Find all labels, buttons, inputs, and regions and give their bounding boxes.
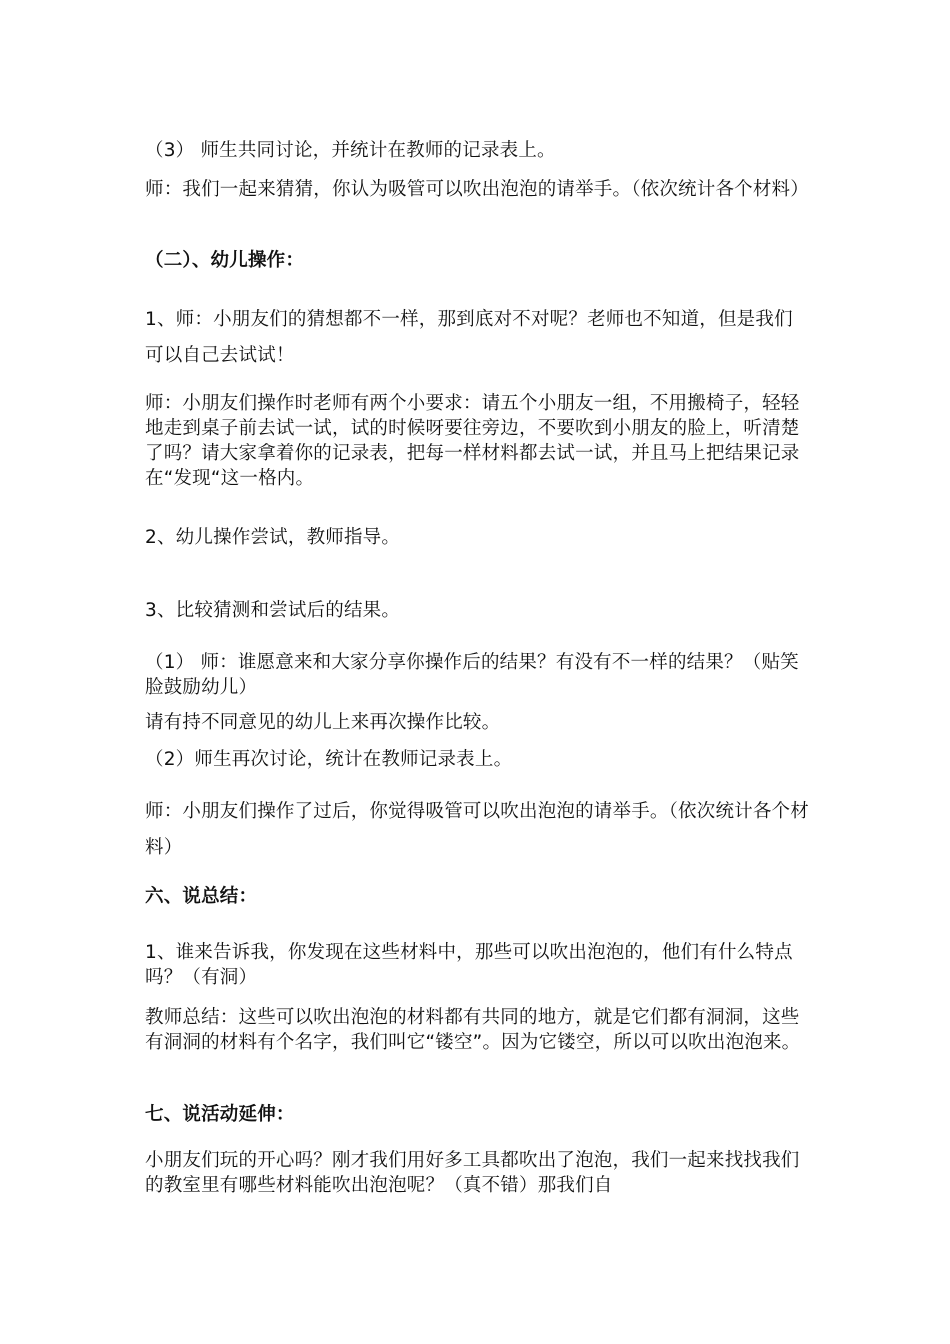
paragraph-share-results: （1） 师：谁愿意来和大家分享你操作后的结果？有没有不一样的结果？（贴笑脸鼓励幼儿） bbox=[145, 652, 799, 698]
heading-activity-extension: 七、说活动延伸： bbox=[145, 1104, 295, 1125]
heading-summary: 六、说总结： bbox=[145, 886, 258, 907]
paragraph-extension-text: 小朋友们玩的开心吗？刚才我们用好多工具都吹出了泡泡，我们一起来找找我们的教室里有哪些材料能吹出泡泡呢？（真不错）那我们自 bbox=[145, 1150, 800, 1196]
paragraph-compare-results: 3、比较猜测和尝试后的结果。 bbox=[145, 600, 401, 621]
paragraph-who-tells: 1、谁来告诉我，你发现在这些材料中，那些可以吹出泡泡的，他们有什么特点吗？（有洞） bbox=[145, 942, 793, 988]
paragraph-try-yourself: 1、师：小朋友们的猜想都不一样，那到底对不对呢？老师也不知道，但是我们可以自己去试试！ bbox=[145, 309, 793, 366]
heading-child-operation: （二）、幼儿操作： bbox=[145, 250, 305, 271]
paragraph-child-trial: 2、幼儿操作尝试，教师指导。 bbox=[145, 527, 401, 548]
paragraph-discussion-record: （3） 师生共同讨论，并统计在教师的记录表上。 bbox=[145, 140, 556, 161]
paragraph-retry-compare: 请有持不同意见的幼儿上来再次操作比较。 bbox=[145, 712, 501, 733]
paragraph-vote-again: 师：小朋友们操作了过后，你觉得吸管可以吹出泡泡的请举手。（依次统计各个材料） bbox=[145, 801, 809, 858]
paragraph-guess-straw: 师：我们一起来猜猜，你认为吸管可以吹出泡泡的请举手。（依次统计各个材料） bbox=[145, 179, 809, 200]
paragraph-operation-rules: 师：小朋友们操作时老师有两个小要求：请五个小朋友一组，不用搬椅子，轻轻地走到桌子前去试一试，试的时候呀要往旁边，不要吹到小朋友的脸上，听清楚了吗？请大家拿着你的记录表，把每一样材料都去试一试，并且马上把结果记录在“发现“这一格内。 bbox=[145, 393, 800, 489]
paragraph-discuss-again: （2）师生再次讨论，统计在教师记录表上。 bbox=[145, 749, 513, 770]
paragraph-teacher-summary: 教师总结：这些可以吹出泡泡的材料都有共同的地方，就是它们都有洞洞，这些有洞洞的材料有个名字，我们叫它“镂空”。因为它镂空，所以可以吹出泡泡来。 bbox=[145, 1007, 801, 1053]
